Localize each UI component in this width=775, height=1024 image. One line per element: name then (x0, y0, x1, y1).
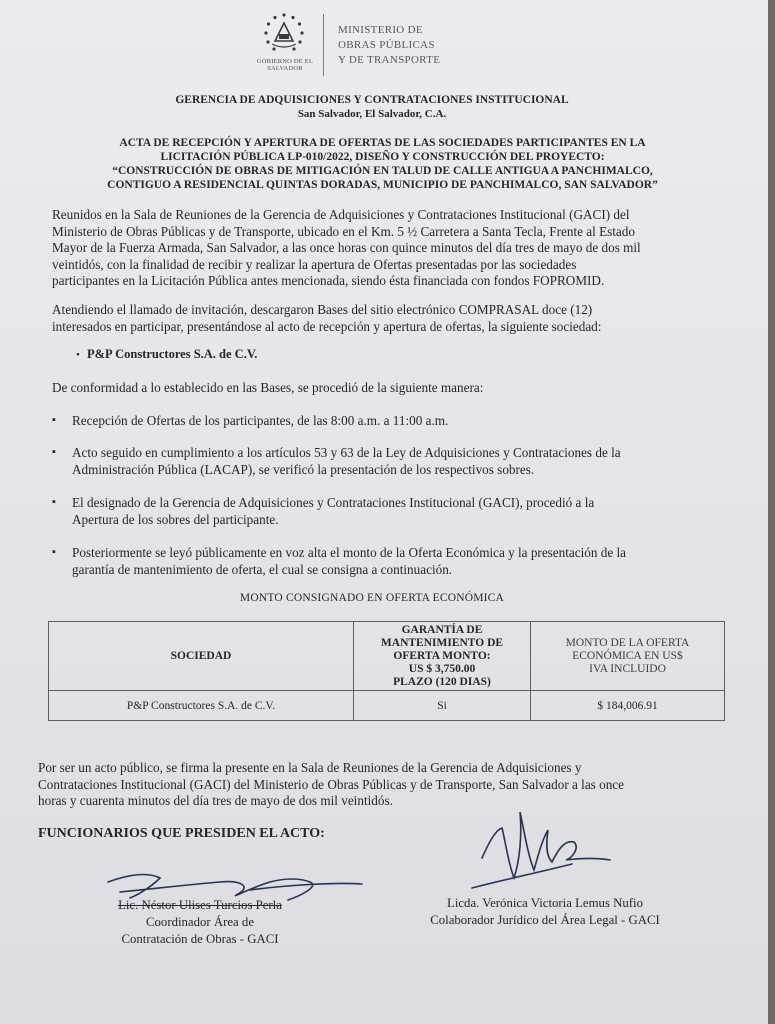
header-monto: MONTO DE LA OFERTA ECONÓMICA EN US$ IVA INCLUIDO (531, 622, 725, 691)
signature-2-icon (462, 800, 622, 900)
signer-1-name: Lic. Néstor Ulises Turcios Perla (118, 898, 282, 912)
document-title: ACTA DE RECEPCIÓN Y APERTURA DE OFERTAS DE LAS SOCIEDADES PARTICIPANTES EN LA LICITACIÓN PÚBLICA LP-010/2022, DISEÑO Y CONSTRUCCIÓN DEL PROYECTO: “CONSTRUCCIÓN DE OBRAS DE MITIGACIÓN EN TALUD DE CALLE ANTIGUA A PANCHIMALCO, CONTIGUO A RESIDENCIAL QUINTAS DORADAS, MUNICIPIO DE PANCHIMALCO, SAN SALVADOR” (107, 137, 658, 191)
office-name: GERENCIA DE ADQUISICIONES Y CONTRATACIONES INSTITUCIONAL (175, 94, 569, 106)
invitation-paragraph: Atendiendo el llamado de invitación, descargaron Bases del sitio electrónico COMPRASAL doce (12) interesados en participar, presentándose al acto de recepción y apertura de ofertas, la siguiente sociedad: (52, 302, 602, 334)
signer-2 (400, 895, 690, 929)
header-garantia: GARANTÍA DE MANTENIMIENTO DE OFERTA MONTO: US $ 3,750.00 PLAZO (120 DIAS) (354, 622, 531, 691)
step-bullet: ▪ (52, 414, 56, 426)
seal-caption: GOBIERNO DE EL SALVADOR (256, 58, 314, 72)
table-caption: MONTO CONSIGNADO EN OFERTA ECONÓMICA (239, 592, 505, 604)
office-location: San Salvador, El Salvador, C.A. (297, 108, 447, 120)
header-divider (323, 14, 324, 76)
participant-name: P&P Constructores S.A. de C.V. (87, 347, 258, 361)
government-seal-icon (258, 10, 310, 62)
step-1: Recepción de Ofertas de los participantes, de las 8:00 a.m. a 11:00 a.m. (72, 413, 449, 428)
step-3: El designado de la Gerencia de Adquisiciones y Contrataciones Institucional (GACI), procedió a la Apertura de los sobres del participante. (72, 495, 595, 527)
signer-1 (95, 897, 305, 948)
signer-2-name: Licda. Verónica Victoria Lemus Nufio (447, 896, 643, 910)
header-sociedad: SOCIEDAD (49, 622, 354, 691)
closing-paragraph: Por ser un acto público, se firma la presente en la Sala de Reuniones de la Gerencia de Adquisiciones y Contrataciones Institucional (GACI) del Ministerio de Obras Públicas y de Transporte, San Salvador a las once horas y cuarenta minutos del día tres de mayo de dos mil veintidós. (38, 760, 624, 808)
ministry-name: MINISTERIO DE OBRAS PÚBLICAS Y DE TRANSPORTE (338, 24, 441, 66)
signer-2-role: Colaborador Jurídico del Área Legal - GACI (430, 913, 660, 927)
table-row (49, 691, 725, 721)
offers-table (48, 621, 725, 721)
table-header-row (49, 622, 725, 691)
cell-company: P&P Constructores S.A. de C.V. (49, 691, 354, 721)
procedure-intro: De conformidad a lo establecido en las Bases, se procedió de la siguiente manera: (52, 380, 484, 395)
step-bullet: ▪ (52, 496, 56, 508)
step-bullet: ▪ (52, 446, 56, 458)
signer-1-role: Coordinador Área de (145, 915, 255, 929)
step-bullet: ▪ (52, 546, 56, 558)
step-4: Posteriormente se leyó públicamente en voz alta el monto de la Oferta Económica y la presentación de la garantía de mantenimiento de oferta, el cual se consigna a continuación. (72, 545, 627, 577)
officials-heading: FUNCIONARIOS QUE PRESIDEN EL ACTO: (38, 826, 325, 841)
cell-guarantee: Si (354, 691, 531, 721)
intro-paragraph: Reunidos en la Sala de Reuniones de la Gerencia de Adquisiciones y Contrataciones Institucional (GACI) del Ministerio de Obras Públicas y de Transporte, ubicado en el Km. 5 ½ Carretera a Santa Tecla, Frente al Estado Mayor de la Fuerza Armada, San Salvador, a las once horas con quince minutos del día tres de mayo de dos mil veintidós, con la finalidad de recibir y realizar la apertura de Ofertas presentadas por las sociedades participantes en la Licitación Pública antes mencionada, siendo ésta financiada con fondos FOPROMID. (52, 207, 641, 288)
step-2: Acto seguido en cumplimiento a los artículos 53 y 63 de la Ley de Adquisiciones y Contrataciones de la Administración Pública (LACAP), se verificó la presentación de los respectivos sobres. (72, 445, 621, 477)
signer-1-role: Contratación de Obras - GACI (121, 932, 279, 946)
cell-amount: $ 184,006.91 (531, 691, 725, 721)
participant-bullet: • (76, 349, 80, 361)
